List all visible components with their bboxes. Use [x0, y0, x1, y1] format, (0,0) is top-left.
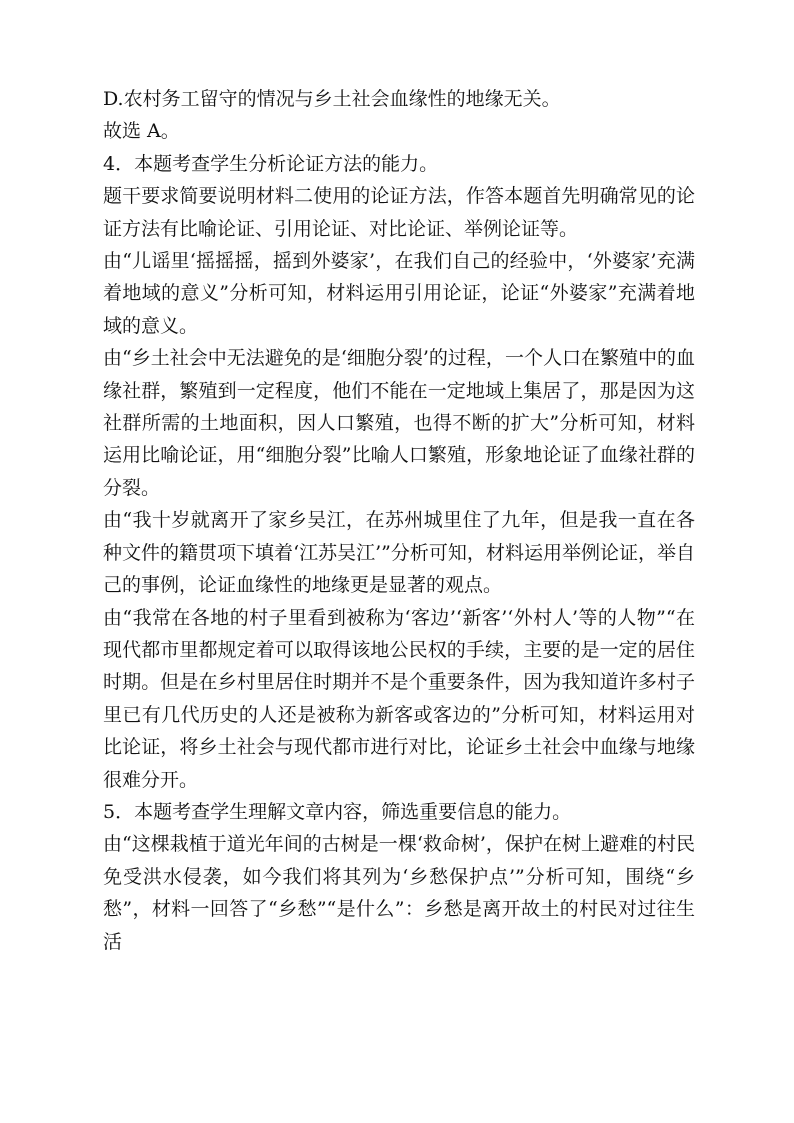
question-4-quotation-argument: 由“儿谣里‘摇摇摇，摇到外婆家’，在我们自己的经验中，‘外婆家’充满着地域的意义”分析可知，材料运用引用论证，论证“外婆家”充满着地域的意义。 — [103, 250, 695, 337]
question-4-heading: 4．本题考查学生分析论证方法的能力。 — [103, 152, 439, 175]
question-4-intro: 题干要求简要说明材料二使用的论证方法，作答本题首先明确常见的论证方法有比喻论证、引用论证、对比论证、举例论证等。 — [103, 185, 695, 240]
answer-option-d: D.农村务工留守的情况与乡土社会血缘性的地缘无关。 — [103, 88, 561, 110]
question-4-metaphor-argument: 由“乡土社会中无法避免的是‘细胞分裂’的过程，一个人口在繁殖中的血缘社群，繁殖到一定程度，他们不能在一定地域上集居了，那是因为这社群所需的土地面积，因人口繁殖，也得不断的扩大”分析可知，材料运用比喻论证，用“细胞分裂”比喻人口繁殖，形象地论证了血缘社群的分裂。 — [103, 347, 695, 499]
answer-choice: 故选 A。 — [103, 120, 180, 143]
question-5-heading: 5．本题考查学生理解文章内容，筛选重要信息的能力。 — [103, 800, 572, 823]
question-4-example-argument: 由“我十岁就离开了家乡吴江，在苏州城里住了九年，但是我一直在各种文件的籍贯项下填着‘江苏吴江’”分析可知，材料运用举例论证，举自己的事例，论证血缘性的地缘更是显著的观点。 — [103, 509, 695, 597]
question-4-contrast-argument: 由“我常在各地的村子里看到被称为‘客边’‘新客’‘外村人’等的人物”“在现代都市里都规定着可以取得该地公民权的手续，主要的是一定的居住时期。但是在乡村里居住时期并不是个重要条件，因为我知道许多村子里已有几代历史的人还是被称为新客或客边的”分析可知，材料运用对比论证，将乡土社会与现代都市进行对比，论证乡土社会中血缘与地缘很难分开。 — [103, 606, 695, 791]
document-body — [103, 83, 695, 958]
question-5-analysis: 由“这棵栽植于道光年间的古树是一棵‘救命树’，保护在树上避难的村民免受洪水侵袭，如今我们将其列为‘乡愁保护点’”分析可知，围绕“乡愁”，材料一回答了“乡愁”“是什么”：乡愁是离开故土的村民对过往生活 — [103, 833, 695, 953]
